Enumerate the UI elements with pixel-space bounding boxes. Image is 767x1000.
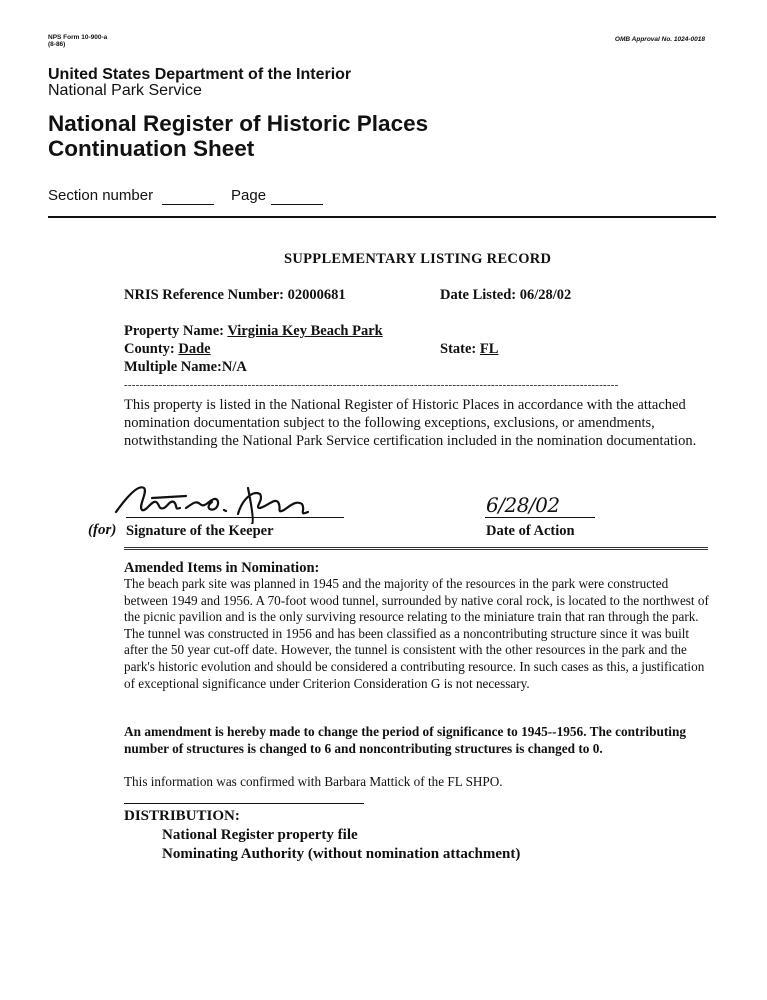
- amendment-heading: Amended Items in Nomination:: [124, 560, 320, 576]
- form-number-line2: (8-86): [48, 41, 66, 48]
- section-number-blank: [162, 204, 214, 205]
- form-number: [48, 34, 107, 48]
- property-label: Property Name:: [124, 323, 224, 339]
- amendment-body: The beach park site was planned in 1945 and the majority of the resources in the park were constructed between 1949 and 1956. A 70-foot wood tunnel, surrounded by native coral rock, is located to the northwest of the picnic pavilion and is the only surviving resource relating to the miniature train that ran through the park. The tunnel was constructed in 1956 and has been classified as a noncontributing structure since it was built after the 50 year cut-off date. However, the tunnel is consistent with the other resources in the park and the park's historic evolution and should be considered a contributing resource. In such cases as this, a justification of exceptional significance under Criterion Consideration G is not necessary.: [124, 576, 709, 691]
- county-label: County:: [124, 341, 175, 357]
- multiple-value: N/A: [221, 359, 247, 375]
- form-title-line1: National Register of Historic Places: [48, 111, 429, 136]
- action-label: Date of Action: [486, 523, 575, 539]
- date-line: [485, 517, 595, 518]
- state-label: State:: [440, 341, 477, 357]
- header-divider: [48, 216, 716, 218]
- state-value: FL: [479, 341, 499, 357]
- agency-name: National Park Service: [48, 82, 202, 99]
- nris-label: NRIS Reference Number:: [124, 287, 284, 303]
- page-label: Page: [231, 187, 267, 204]
- double-separator: [124, 547, 708, 553]
- form-title-line2: Continuation Sheet: [48, 136, 255, 161]
- page-number-blank: [271, 204, 323, 205]
- signature-line: [126, 517, 344, 518]
- confirmation-text: This information was confirmed with Barbara Mattick of the FL SHPO.: [124, 774, 503, 789]
- distribution-item: Nominating Authority (without nomination attachment): [162, 846, 521, 862]
- multiple-label: Multiple Name:: [124, 359, 222, 375]
- county: [124, 341, 211, 358]
- amendment-statement: An amendment is hereby made to change the period of significance to 1945--1956. The contributing number of structures is changed to 6 and noncontributing structures is changed to 0.: [124, 724, 687, 756]
- distribution-heading: DISTRIBUTION:: [124, 808, 240, 824]
- for-mark: (for): [88, 522, 117, 538]
- action-date-handwritten: 6/28/02: [486, 493, 560, 517]
- property-value: Virginia Key Beach Park: [227, 323, 383, 339]
- distribution-line: [124, 803, 364, 804]
- listing-statement: This property is listed in the National Register of Historic Places in accordance with the attached nomination documentation subject to the following exceptions, exclusions, or amendments, notwithstanding the National Park Service certification included in the nomination documentation.: [124, 397, 697, 449]
- multiple-name: [124, 359, 247, 376]
- county-value: Dade: [178, 341, 211, 357]
- nris-value: 02000681: [287, 287, 346, 303]
- omb-approval: OMB Approval No. 1024-0018: [614, 36, 705, 43]
- nris-reference: [124, 287, 346, 304]
- dashed-separator: --------------------------------------------------------------------------------------------------------------------------------: [124, 381, 619, 389]
- form-number-line1: NPS Form 10-900-a: [48, 34, 108, 41]
- keeper-label: Signature of the Keeper: [126, 523, 274, 539]
- distribution-item: National Register property file: [162, 827, 358, 843]
- section-number-label: Section number: [48, 187, 154, 204]
- property-name: [124, 323, 383, 340]
- date-listed-label: Date Listed:: [440, 287, 517, 303]
- department-name: United States Department of the Interior: [48, 66, 352, 83]
- date-listed: [440, 287, 571, 304]
- state: [440, 341, 498, 358]
- record-heading: SUPPLEMENTARY LISTING RECORD: [284, 251, 552, 267]
- date-listed-value: 06/28/02: [519, 287, 572, 303]
